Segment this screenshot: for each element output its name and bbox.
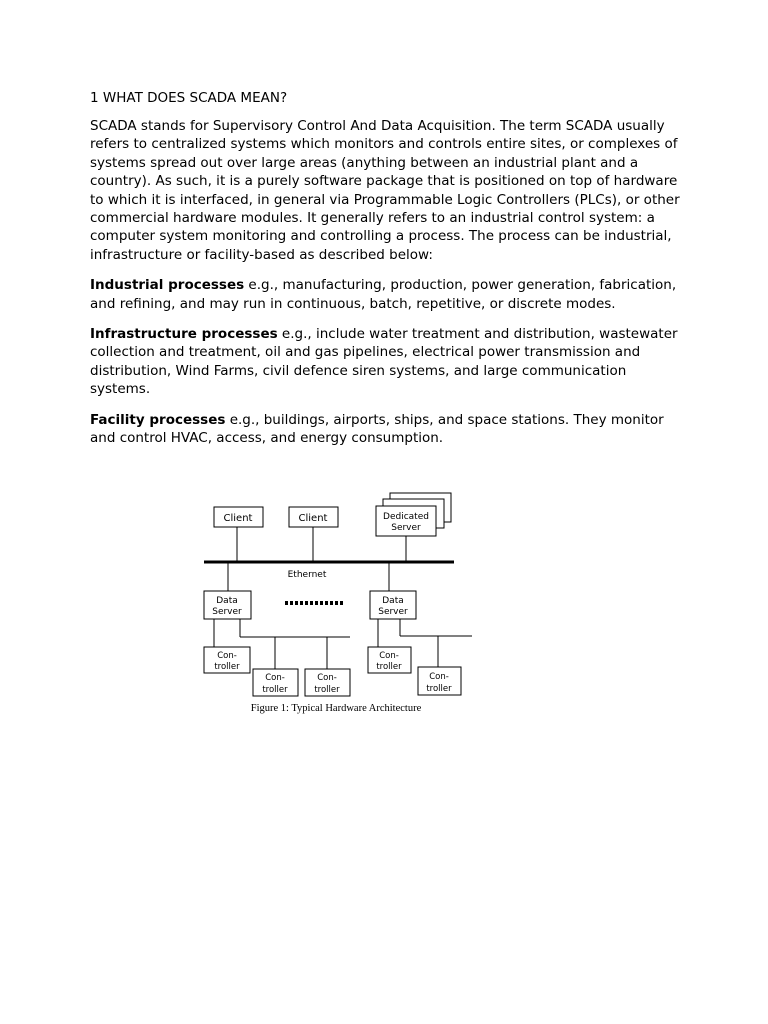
controller-5-label-line1: Con- <box>429 672 449 682</box>
industrial-text: e.g., manufacturing, production, power generation, fabrication, and refining, and may run in continuous, batch, repetitive, or discrete modes. <box>90 277 677 312</box>
intro-paragraph: SCADA stands for Supervisory Control And Data Acquisition. The term SCADA usually refers to centralized systems which monitors and controls entire sites, or complexes of systems spread out over large areas (anything between an industrial plant and a country). As such, it is a purely software package that is positioned on top of hardware to which it is interfaced, in general via Programmable Logic Controllers (PLCs), or other commercial hardware modules. It generally refers to an industrial control system: a computer system monitoring and controlling a process. The process can be industrial, infrastructure or facility-based as described below: <box>90 118 680 263</box>
controller-4-label-line2: troller <box>376 662 402 672</box>
client-label-2: Client <box>298 513 328 524</box>
ethernet-label: Ethernet <box>287 570 327 580</box>
section-heading: 1 WHAT DOES SCADA MEAN? <box>90 90 288 106</box>
data-server-1-label-line2: Server <box>212 607 242 617</box>
data-server-2-label-line1: Data <box>382 596 404 606</box>
controller-1-label-line1: Con- <box>217 651 237 661</box>
figure-caption: Figure 1: Typical Hardware Architecture <box>250 703 422 714</box>
client-label-1: Client <box>223 513 253 524</box>
hardware-architecture-diagram <box>200 490 480 725</box>
data-server-2-label-line2: Server <box>378 607 408 617</box>
controller-3-label-line2: troller <box>314 685 340 695</box>
controller-2-label-line1: Con- <box>265 673 285 683</box>
dedicated-label-line1: Dedicated <box>383 512 429 522</box>
facility-paragraph <box>90 411 690 448</box>
controller-1-label-line2: troller <box>214 662 240 672</box>
controller-2-label-line2: troller <box>262 685 288 695</box>
controller-4-label-line1: Con- <box>379 651 399 661</box>
industrial-paragraph <box>90 276 690 313</box>
controller-3-label-line1: Con- <box>317 673 337 683</box>
infrastructure-term: Infrastructure processes <box>90 326 278 343</box>
document-body <box>90 89 690 460</box>
facility-text: e.g., buildings, airports, ships, and space stations. They monitor and control HVAC, access, and energy consumption. <box>90 411 664 447</box>
dedicated-label-line2: Server <box>391 523 421 533</box>
data-server-1-label-line1: Data <box>216 596 238 606</box>
infrastructure-paragraph <box>90 325 690 399</box>
controller-5-label-line2: troller <box>426 684 452 694</box>
infrastructure-text: e.g., include water treatment and distribution, wastewater collection and treatment, oil and gas pipelines, electrical power transmission and distribution, Wind Farms, civil defence siren systems, and large communication systems. <box>90 326 678 398</box>
industrial-term: Industrial processes <box>90 277 245 294</box>
facility-term: Facility processes <box>90 411 226 428</box>
